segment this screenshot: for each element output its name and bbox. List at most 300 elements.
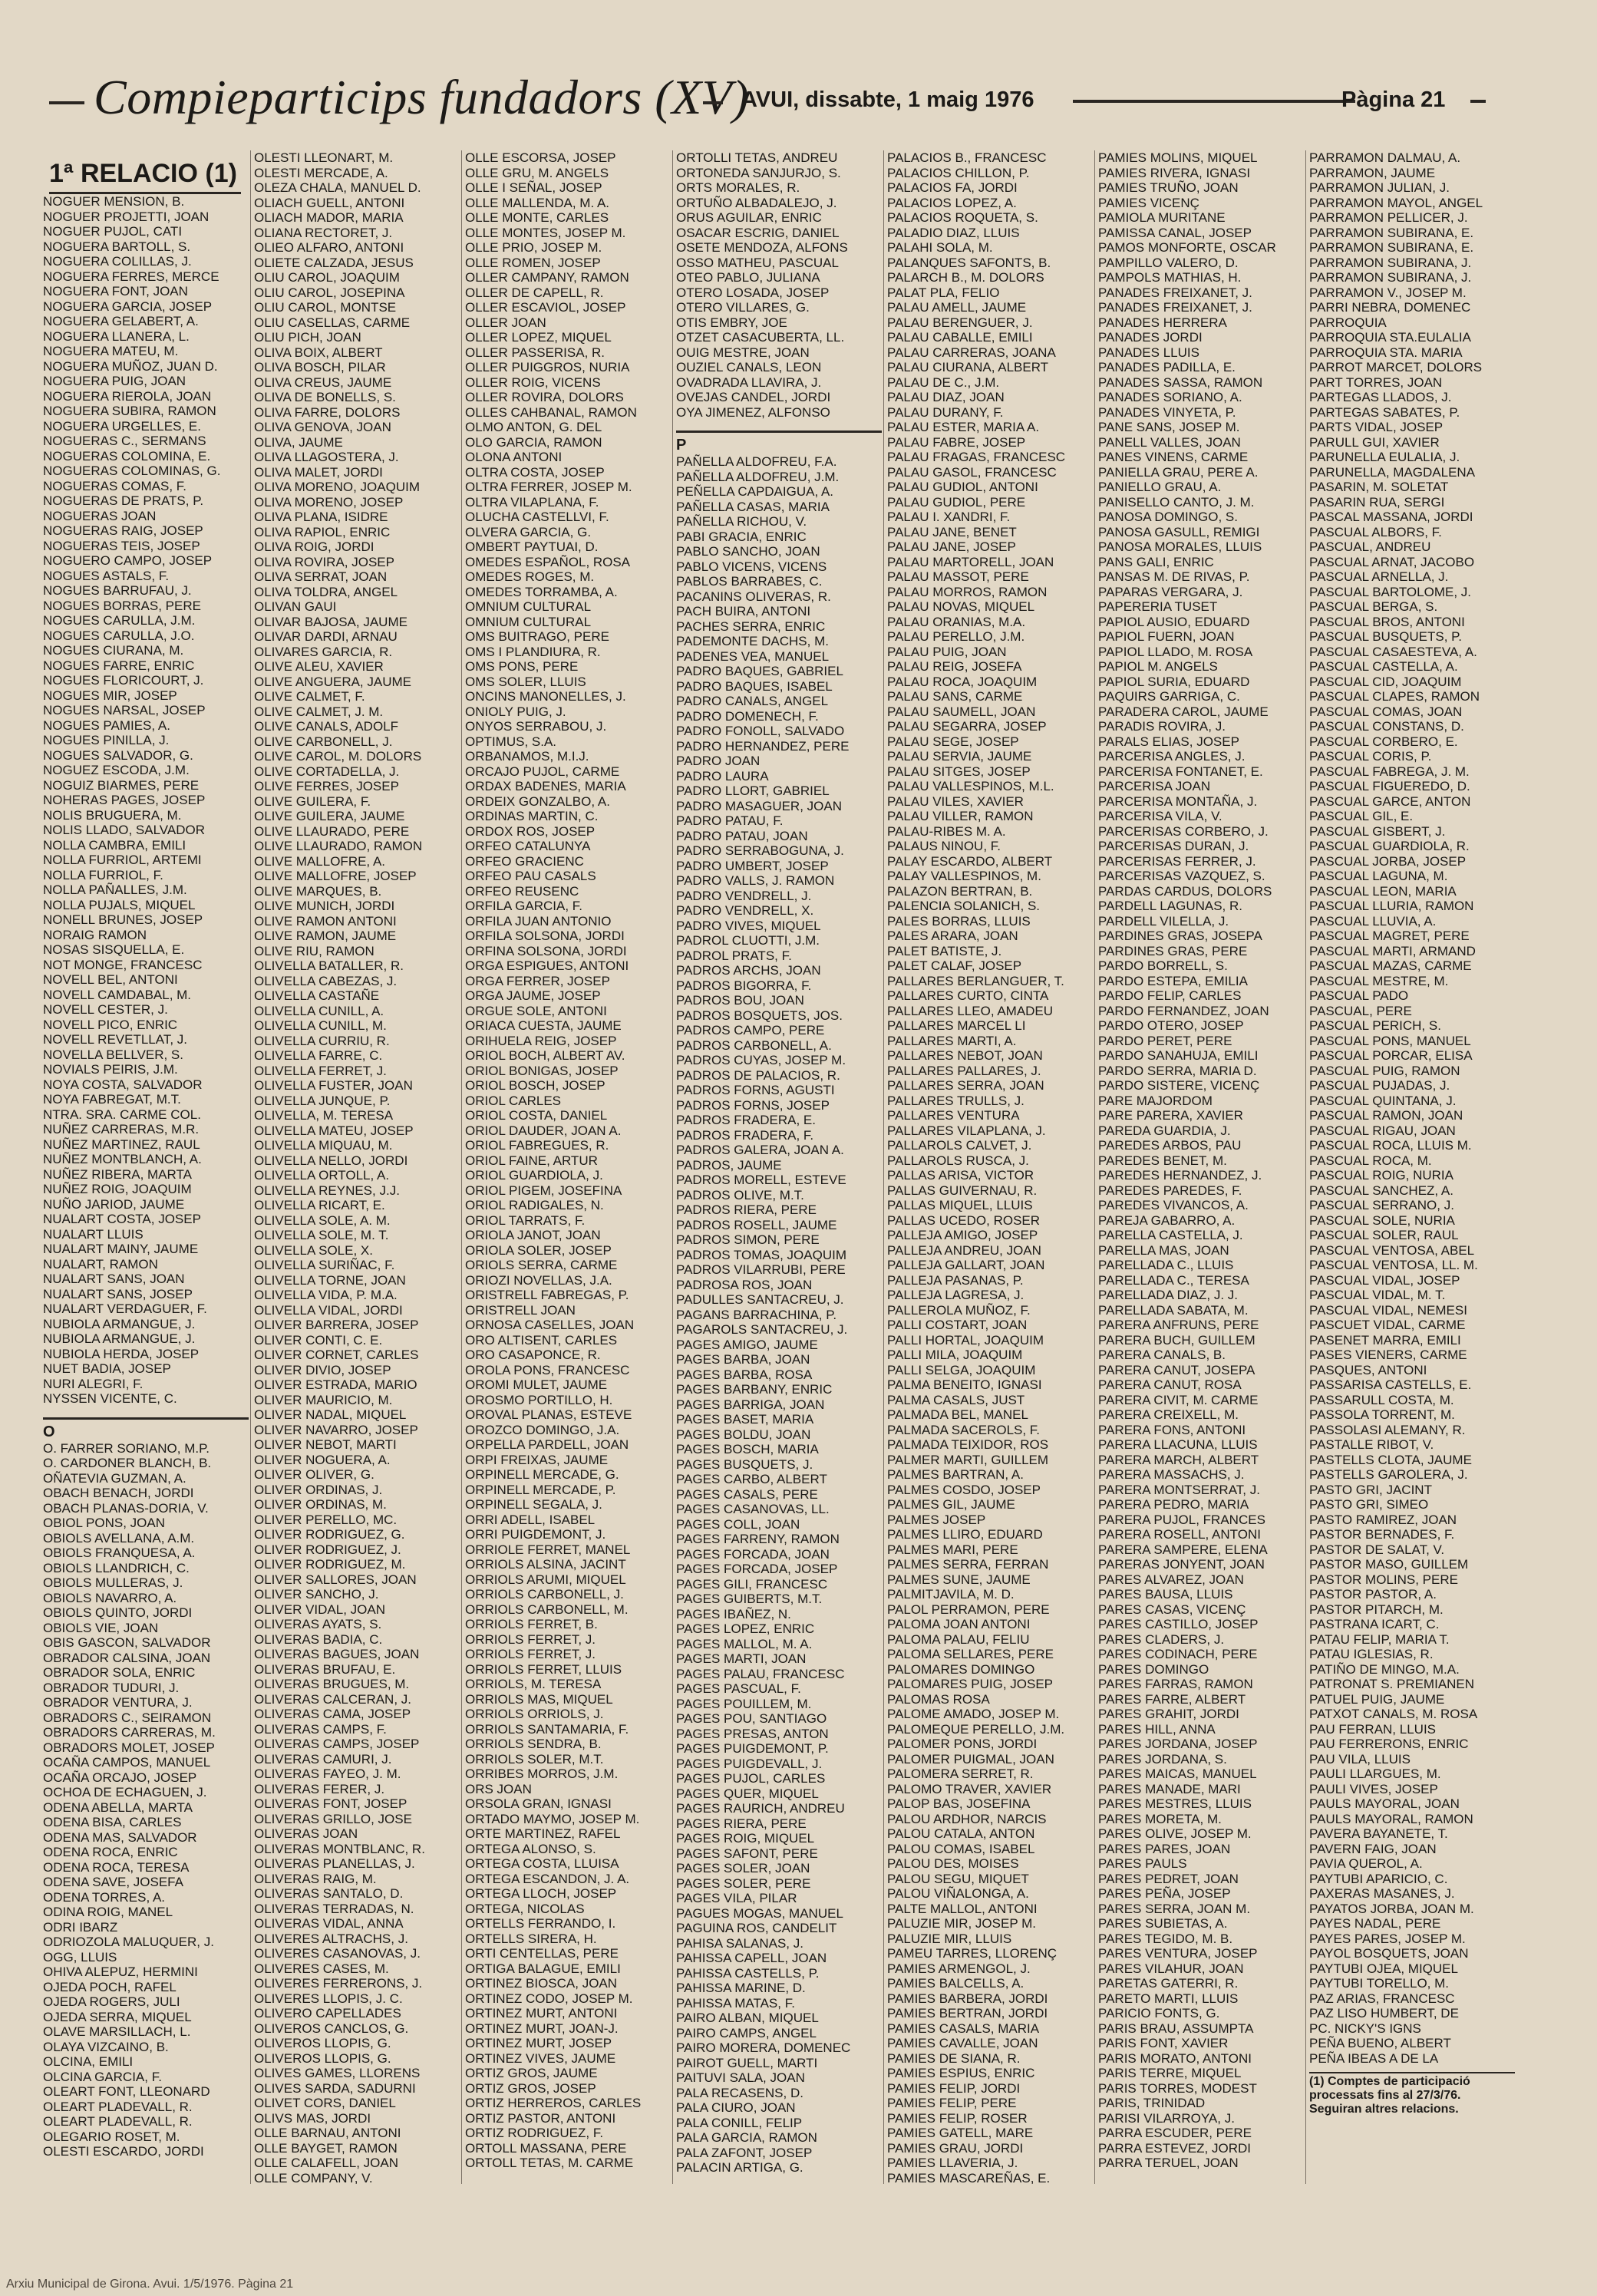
list-item: PALLARES MARCEL LI <box>887 1018 1026 1033</box>
list-item: NOGUES FARRE, ENRIC <box>43 658 195 673</box>
list-item: PASCUAL VENTOSA, ABEL <box>1309 1242 1475 1258</box>
list-item: ORRIOLS ARUMI, MIQUEL <box>465 1572 626 1587</box>
list-item: PALLAS GUIVERNAU, R. <box>887 1183 1038 1198</box>
list-item: PAMPILLO VALERO, D. <box>1098 255 1239 270</box>
list-item: PALAU SEGARRA, JOSEP <box>887 719 1047 734</box>
list-item: PAMIOLA MURITANE <box>1098 210 1226 225</box>
list-item: PALMES SUNE, JAUME <box>887 1572 1031 1587</box>
list-item: PADROS OLIVE, M.T. <box>676 1187 804 1202</box>
list-item: ORDAX BADENES, MARIA <box>465 779 626 793</box>
list-item: PASCUAL MARTI, ARMAND <box>1309 943 1476 958</box>
list-item: NOGUERA BARTOLL, S. <box>43 239 191 254</box>
list-item: OLIVERAS FERER, J. <box>254 1781 385 1796</box>
list-item: ODENA MAS, SALVADOR <box>43 1829 197 1845</box>
list-item: OROSMO PORTILLO, H. <box>465 1392 613 1407</box>
list-item: PALLARES PALLARES, J. <box>887 1063 1041 1078</box>
list-item: OLLER PUIGGROS, NURIA <box>465 360 630 374</box>
list-item: PARERA SAMPERE, ELENA <box>1098 1542 1268 1557</box>
list-item: PAHISSA MATAS, F. <box>676 1995 795 2011</box>
list-item: PAMIES DE SIANA, R. <box>887 2050 1021 2066</box>
list-item: OLIVE MALLOFRE, JOSEP <box>254 869 417 883</box>
list-item: OLIVERES ALTRACHS, J. <box>254 1931 408 1946</box>
list-item: OLIVERAS CAMA, JOSEP <box>254 1707 411 1721</box>
list-item: OLIVAR BAJOSA, JAUME <box>254 614 407 629</box>
list-item: PASCUAL CONSTANS, D. <box>1309 719 1464 734</box>
list-item: OLIVELLA CUNILL, A. <box>254 1003 384 1018</box>
list-item: PAULI VIVES, JOSEP <box>1309 1781 1438 1796</box>
list-item: PARRAMON V., JOSEP M. <box>1309 285 1467 300</box>
list-item: PASTELLS GAROLERA, J. <box>1309 1467 1468 1482</box>
list-item: PALLI HORTAL, JOAQUIM <box>887 1332 1044 1348</box>
list-item: PARRA ESTEVEZ, JORDI <box>1098 2140 1252 2156</box>
list-item: OROLA PONS, FRANCESC <box>465 1362 630 1377</box>
list-item: OMNIUM CULTURAL <box>465 599 592 614</box>
list-item: PASCUAL RIGAU, JOAN <box>1309 1123 1456 1138</box>
list-item: PAMIES GATELL, MARE <box>887 2126 1034 2140</box>
list-item: OLLE I SEÑAL, JOSEP <box>465 180 602 195</box>
list-item: PASTO RAMIREZ, JOAN <box>1309 1512 1457 1527</box>
list-item: OLIVER VIDAL, JOAN <box>254 1602 385 1617</box>
list-item: PAGES VILA, PILAR <box>676 1891 797 1905</box>
list-item: PAMIES CASALS, MARIA <box>887 2021 1040 2036</box>
list-item: PALOMO TRAVER, XAVIER <box>887 1781 1052 1796</box>
name-list-columns <box>43 150 1516 2184</box>
list-item: PASCUAL VIDAL, M. T. <box>1309 1288 1446 1302</box>
list-item: OLIVELLA VIDAL, JORDI <box>254 1302 403 1318</box>
list-item: OLIVE CARBONELL, J. <box>254 734 393 749</box>
list-item: ORDOX ROS, JOSEP <box>465 823 596 839</box>
list-item: ORRIOLS ORRIOLS, J. <box>465 1707 604 1721</box>
list-item: OLIVE CALMET, J. M. <box>254 704 384 719</box>
list-item: OLIVERAS VIDAL, ANNA <box>254 1916 404 1931</box>
list-item: NOGUES SALVADOR, G. <box>43 747 193 763</box>
list-item: PALMA BENEITO, IGNASI <box>887 1377 1042 1392</box>
list-item: OLIVE RAMON, JAUME <box>254 929 397 943</box>
list-item: PASCUAL, PERE <box>1309 1003 1412 1018</box>
list-item: OJEDA POCH, RAFEL <box>43 1979 177 1994</box>
list-item: ORIOL TARRATS, F. <box>465 1212 586 1228</box>
list-item: ORO ALTISENT, CARLES <box>465 1332 618 1348</box>
list-item: PASSARISA CASTELLS, E. <box>1309 1377 1472 1392</box>
list-item: PARES CASAS, VICENÇ <box>1098 1602 1246 1617</box>
list-item: PADRO LLORT, GABRIEL <box>676 783 830 798</box>
list-item: PADROSA ROS, JOAN <box>676 1277 813 1292</box>
list-item: ORGA ESPIGUES, ANTONI <box>465 958 629 973</box>
list-item: ORRIOLS FERRET, B. <box>465 1617 598 1631</box>
list-item: OBACH PLANAS-DORIA, V. <box>43 1500 209 1516</box>
column-divider <box>461 150 462 2184</box>
list-item: PARERA CANUT, JOSEPA <box>1098 1362 1255 1377</box>
list-item: PANADES HERRERA <box>1098 315 1227 330</box>
list-item: PALAU GASOL, FRANCESC <box>887 464 1057 480</box>
list-item: NOGUES BORRAS, PERE <box>43 598 201 613</box>
list-item: PAGES AMIGO, JAUME <box>676 1337 818 1352</box>
list-item: NOLLA CAMBRA, EMILI <box>43 837 186 853</box>
list-item: OLIVA BOIX, ALBERT <box>254 345 383 360</box>
list-item: ORISTRELL JOAN <box>465 1302 576 1318</box>
list-item: PAIRO ALBAN, MIQUEL <box>676 2011 819 2025</box>
list-item: PAGES IBAÑEZ, N. <box>676 1606 791 1621</box>
list-item: PAGES MARTI, JOAN <box>676 1651 807 1666</box>
list-item: PALA ZAFONT, JOSEP <box>676 2145 813 2160</box>
list-item: PALACIOS FA, JORDI <box>887 180 1018 195</box>
list-item: PASCUAL LEON, MARIA <box>1309 883 1457 899</box>
list-item: PALOMA PALAU, FELIU <box>887 1631 1030 1647</box>
list-item: ORRIOLS SOLER, M.T. <box>465 1751 604 1767</box>
list-item: PALMES BARTRAN, A. <box>887 1467 1024 1482</box>
list-item: PALAU I. XANDRI, F. <box>887 510 1011 524</box>
list-item: PASTO GRI, JACINT <box>1309 1482 1432 1497</box>
list-item: PALAU ESTER, MARIA A. <box>887 420 1040 434</box>
list-item: OBRADOR VENTURA, J. <box>43 1695 193 1710</box>
list-item: OLLER PASSERISA, R. <box>465 345 605 360</box>
list-item: PAGANS BARRACHINA, P. <box>676 1307 837 1322</box>
list-item: PADROS TOMAS, JOAQUIM <box>676 1247 846 1262</box>
list-item: PAMIES MOLINS, MIQUEL <box>1098 150 1258 165</box>
list-item: PARCERISAS CORBERO, J. <box>1098 823 1269 839</box>
list-item: PADROS CUYAS, JOSEP M. <box>676 1053 846 1067</box>
header-rule <box>1470 100 1486 103</box>
list-item: PALMES GIL, JAUME <box>887 1497 1015 1512</box>
list-item: PAIROT GUELL, MARTI <box>676 2055 818 2070</box>
name-column <box>1309 150 1515 2184</box>
list-item: NOGUIZ BIARMES, PERE <box>43 777 200 793</box>
column-divider <box>1094 150 1095 2184</box>
list-item: PARADIS ROVIRA, J. <box>1098 719 1226 734</box>
list-item: NOGUES FLORICOURT, J. <box>43 673 204 688</box>
list-item: ORGA JAUME, JOSEP <box>465 988 601 1003</box>
list-item: PALLAS UCEDO, ROSER <box>887 1212 1041 1228</box>
list-item: NOGUES PAMIES, A. <box>43 718 170 733</box>
list-item: PARTS VIDAL, JOSEP <box>1309 420 1444 434</box>
list-item: PAGES LOPEZ, ENRIC <box>676 1621 815 1636</box>
list-item: ORRIOLS MAS, MIQUEL <box>465 1691 613 1707</box>
list-item: PAMIES VICENÇ <box>1098 195 1199 210</box>
list-item: PALOME AMADO, JOSEP M. <box>887 1707 1060 1721</box>
list-item: ODENA TORRES, A. <box>43 1889 166 1905</box>
list-item: OLIVA GENOVA, JOAN <box>254 420 391 434</box>
list-item: NUÑEZ MONTBLANCH, A. <box>43 1152 202 1166</box>
list-item: NOLLA FURRIOL, ARTEMI <box>43 853 202 867</box>
list-item: PAÑELLA CASAS, MARIA <box>676 499 830 514</box>
list-item: ORTIZ GROS, JOSEP <box>465 2080 596 2096</box>
list-item: ORRIOLS, M. TERESA <box>465 1677 602 1691</box>
list-item: PACANINS OLIVERAS, R. <box>676 589 831 604</box>
page-title: Compieparticips fundadors (XV) <box>94 70 750 124</box>
list-item: PASCUAL SANCHEZ, A. <box>1309 1183 1453 1198</box>
list-item: PASCUAL VENTOSA, LL. M. <box>1309 1258 1478 1272</box>
list-item: OLIVER ESTRADA, MARIO <box>254 1377 417 1392</box>
list-item: ORTELLS SIRERA, H. <box>465 1931 597 1946</box>
list-item: PARES ALVAREZ, JOAN <box>1098 1572 1244 1587</box>
list-item: OLIVELLA SOLE, A. M. <box>254 1212 391 1228</box>
list-item: OLLE MALLENDA, M. A. <box>465 195 610 210</box>
list-item: OLIVER CONTI, C. E. <box>254 1332 383 1348</box>
list-item: PARCERISAS DURAN, J. <box>1098 839 1249 853</box>
list-item: ORTINEZ MURT, JOAN-J. <box>465 2021 619 2036</box>
list-item: PANES VINENS, CARME <box>1098 450 1249 464</box>
list-item: PAGES BARRIGA, JOAN <box>676 1397 825 1412</box>
list-item: PADRO PATAU, F. <box>676 813 784 828</box>
list-item: ORIACA CUESTA, JAUME <box>465 1018 622 1033</box>
list-item: PALAU SERVIA, JAUME <box>887 749 1032 764</box>
list-item: NOGUERAS COMAS, F. <box>43 478 187 493</box>
list-item: OHIVA ALEPUZ, HERMINI <box>43 1964 198 1979</box>
list-item: OCAÑA ORCAJO, JOSEP <box>43 1770 197 1785</box>
list-item: PAXERAS MASANES, J. <box>1309 1886 1455 1901</box>
list-item: OLIVELLA SOLE, M. T. <box>254 1228 389 1242</box>
list-item: NOVIALS PEIRIS, J.M. <box>43 1062 178 1077</box>
list-item: ORIOL FABREGUES, R. <box>465 1138 609 1153</box>
list-item: PAMIES ARMENGOL, J. <box>887 1961 1031 1976</box>
list-item: PASCUAL PUIG, RAMON <box>1309 1063 1460 1078</box>
list-item: PADRO VENDRELL, J. <box>676 888 812 903</box>
list-item: NUBIOLA ARMANGUE, J. <box>43 1331 196 1346</box>
list-item: ORTIZ GROS, JAUME <box>465 2066 598 2080</box>
list-item: PARES MORETA, M. <box>1098 1811 1222 1826</box>
list-item: PANS GALI, ENRIC <box>1098 554 1214 569</box>
list-item: PASCUAL GARCE, ANTON <box>1309 793 1471 809</box>
list-item: ORIOL FAINE, ARTUR <box>465 1153 598 1168</box>
list-item: PABI GRACIA, ENRIC <box>676 529 807 544</box>
list-item: ORFILA GARCIA, F. <box>465 899 583 913</box>
list-item: ORFEO CATALUNYA <box>465 839 591 853</box>
list-item: PASCUAL PERICH, S. <box>1309 1018 1441 1033</box>
list-item: OLIVER RODRIGUEZ, J. <box>254 1542 401 1557</box>
list-item: PALLI COSTART, JOAN <box>887 1318 1028 1332</box>
list-item: ORTEGA ALONSO, S. <box>465 1841 596 1856</box>
list-item: PASCUAL, ANDREU <box>1309 539 1431 554</box>
list-item: PALAY VALLESPINOS, M. <box>887 869 1041 883</box>
list-item: PAGES MALLOL, M. A. <box>676 1636 813 1651</box>
list-item: PARCERISAS FERRER, J. <box>1098 853 1256 869</box>
list-item: OLIVERAS BADIA, C. <box>254 1631 383 1647</box>
list-item: OMS BUITRAGO, PERE <box>465 629 609 644</box>
list-item: PARERA FONS, ANTONI <box>1098 1422 1246 1437</box>
list-item: PARIS TORRES, MODEST <box>1098 2080 1257 2096</box>
list-item: PASARIN RUA, SERGI <box>1309 494 1445 510</box>
list-item: ODENA ROCA, TERESA <box>43 1859 190 1875</box>
list-item: NOGUERA MATEU, M. <box>43 344 179 358</box>
list-item: ORIOL COSTA, DANIEL <box>465 1108 608 1123</box>
list-item: OLLES CAHBANAL, RAMON <box>465 404 637 420</box>
list-item: PALLARES TRULLS, J. <box>887 1093 1025 1108</box>
list-item: ORIOLA JANOT, JOAN <box>465 1228 601 1242</box>
list-item: NOVELLA BELLVER, S. <box>43 1047 183 1062</box>
list-item: PARRAMON, JAUME <box>1309 165 1436 180</box>
list-item: PALMITJAVILA, M. D. <box>887 1587 1015 1602</box>
list-item: PARERA CANALS, B. <box>1098 1348 1226 1362</box>
list-item: OLIVELLA NELLO, JORDI <box>254 1153 408 1168</box>
list-item: OLIVA PLANA, ISIDRE <box>254 510 388 524</box>
list-item: PAGES RIERA, PERE <box>676 1816 807 1831</box>
list-item: PARERA BUCH, GUILLEM <box>1098 1332 1255 1348</box>
list-item: PARERAS JONYENT, JOAN <box>1098 1557 1265 1572</box>
list-item: PAGES PRESAS, ANTON <box>676 1726 829 1741</box>
list-item: PARDO OTERO, JOSEP <box>1098 1018 1244 1033</box>
list-item: PAYES PARES, JOSEP M. <box>1309 1931 1466 1946</box>
list-item: PADROL PRATS, F. <box>676 948 792 963</box>
list-item: OLIVEROS CANCLOS, G. <box>254 2021 409 2036</box>
list-item: PANELL VALLES, JOAN <box>1098 434 1241 450</box>
list-item: PALAU GUDIOL, ANTONI <box>887 480 1038 494</box>
list-item: OLLE GRU, M. ANGELS <box>465 165 609 180</box>
list-item: OLIVER ORDINAS, J. <box>254 1482 383 1497</box>
list-item: PARELLA MAS, JOAN <box>1098 1242 1229 1258</box>
list-item: OBIOLS AVELLANA, A.M. <box>43 1530 195 1546</box>
list-item: PALAU DIAZ, JOAN <box>887 390 1005 404</box>
list-item: OLIVERAS BAGUES, JOAN <box>254 1647 420 1661</box>
list-item: PAREDES ARBOS, PAU <box>1098 1138 1242 1153</box>
list-item: PARULL GUI, XAVIER <box>1309 434 1440 450</box>
list-item: NOGUERA RIEROLA, JOAN <box>43 388 212 404</box>
list-item: PALMADA BEL, MANEL <box>887 1407 1028 1422</box>
list-item: PARE PARERA, XAVIER <box>1098 1108 1243 1123</box>
list-item: OLIVER RODRIGUEZ, G. <box>254 1527 405 1542</box>
list-item: OLIVA BOSCH, PILAR <box>254 360 386 374</box>
list-item: PAPERERIA TUSET <box>1098 599 1218 614</box>
list-item: PADULLES SANTACREU, J. <box>676 1292 844 1307</box>
list-item: OVADRADA LLAVIRA, J. <box>676 374 822 390</box>
list-item: NUALART LLUIS <box>43 1226 144 1242</box>
list-item: PALOMAS ROSA <box>887 1691 990 1707</box>
list-item: NOGUERA FERRES, MERCE <box>43 269 219 284</box>
list-item: PC. NICKY'S IGNS <box>1309 2021 1421 2036</box>
list-item: ORRIOLS CARBONELL, M. <box>465 1602 629 1617</box>
list-item: OLLE ESCORSA, JOSEP <box>465 150 616 165</box>
list-item: NOYA COSTA, SALVADOR <box>43 1077 203 1092</box>
list-item: PAGES SOLER, PERE <box>676 1875 811 1891</box>
list-item: PASCUAL MAZAS, CARME <box>1309 958 1472 973</box>
list-item: PASTRANA ICART, C. <box>1309 1617 1440 1631</box>
list-item: NOGUER PROJETTI, JOAN <box>43 209 210 224</box>
list-item: OLIVELLA RICART, E. <box>254 1198 385 1212</box>
list-item: PALLARES NEBOT, JOAN <box>887 1048 1043 1063</box>
list-item: OLCINA, EMILI <box>43 2054 134 2069</box>
list-item: PAPARAS VERGARA, J. <box>1098 584 1243 599</box>
list-item: OLIVA SERRAT, JOAN <box>254 569 388 584</box>
list-item: PARADERA CAROL, JAUME <box>1098 704 1269 719</box>
list-item: PADRO FONOLL, SALVADO <box>676 724 845 738</box>
list-item: PARES CASTILLO, JOSEP <box>1098 1617 1259 1631</box>
list-item: PALOU CATALA, ANTON <box>887 1826 1035 1841</box>
list-item: NOVELL PICO, ENRIC <box>43 1017 178 1032</box>
list-heading: 1ª RELACIO (1) <box>49 157 241 194</box>
list-item: PASCUAL GISBERT, J. <box>1309 823 1446 839</box>
list-item: OLLER JOAN <box>465 315 546 330</box>
list-item: PACH BUIRA, ANTONI <box>676 604 811 619</box>
list-item: PASCUAL GUARDIOLA, R. <box>1309 839 1470 853</box>
list-item: PARERA MONTSERRAT, J. <box>1098 1482 1260 1497</box>
list-item: PAGES PUIGDEVALL, J. <box>676 1756 823 1771</box>
list-item: OLIVE ALEU, XAVIER <box>254 659 384 674</box>
list-item: PARES MANADE, MARI <box>1098 1781 1241 1796</box>
list-item: PARROQUIA STA.EULALIA <box>1309 330 1471 345</box>
column-divider <box>672 150 673 2184</box>
list-item: OLIVA LLAGOSTERA, J. <box>254 450 399 464</box>
list-item: O. FARRER SORIANO, M.P. <box>43 1440 210 1456</box>
list-item: PAGES BASET, MARIA <box>676 1412 814 1427</box>
list-item: OLLE COMPANY, V. <box>254 2170 373 2184</box>
list-item: PADRO UMBERT, JOSEP <box>676 858 829 873</box>
list-item: ORBANAMOS, M.I.J. <box>465 749 589 764</box>
list-item: NYSSEN VICENTE, C. <box>43 1391 177 1406</box>
list-item: NOSAS SISQUELLA, E. <box>43 942 185 957</box>
list-item: PASCUAL CID, JOAQUIM <box>1309 674 1462 689</box>
name-column <box>254 150 460 2184</box>
list-item: PARETAS GATERRI, R. <box>1098 1976 1239 1991</box>
list-item: PARRA TERUEL, JOAN <box>1098 2156 1239 2170</box>
list-item: PAÑELLA RICHOU, V. <box>676 514 807 529</box>
list-item: NOLLA FURRIOL, F. <box>43 867 163 882</box>
list-item: ORRIOLS CARBONELL, J. <box>465 1587 624 1602</box>
list-item: PALAU GUDIOL, PERE <box>887 494 1026 510</box>
list-item: PALAU MARTORELL, JOAN <box>887 554 1054 569</box>
list-item: PALUZIE MIR, JOSEP M. <box>887 1916 1036 1931</box>
list-item: OLLE MONTES, JOSEP M. <box>465 225 626 240</box>
list-item: PALLEROLA MUÑOZ, F. <box>887 1302 1031 1318</box>
list-item: PALAU MASSOT, PERE <box>887 569 1029 584</box>
list-item: NOGUES BARRUFAU, J. <box>43 583 192 598</box>
list-item: PASARIN, M. SOLETAT <box>1309 480 1449 494</box>
list-item: PAYTUBI APARICIO, C. <box>1309 1871 1448 1886</box>
list-item: NUALART, RAMON <box>43 1256 158 1272</box>
list-item: PABLO SANCHO, JOAN <box>676 544 820 559</box>
list-item: NOGUES MIR, JOSEP <box>43 688 177 703</box>
list-item: PAYTUBI TORELLO, M. <box>1309 1976 1450 1991</box>
list-item: OTERO VILLARES, G. <box>676 300 810 315</box>
list-item: OLIVERAS JOAN <box>254 1826 358 1841</box>
list-item: PASCUAL ARNELLA, J. <box>1309 569 1449 584</box>
list-item: NOVELL BEL, ANTONI <box>43 972 178 987</box>
list-item: ORRIOLS FERRET, J. <box>465 1647 596 1661</box>
list-item: PALOMARES PUIG, JOSEP <box>887 1677 1054 1691</box>
header-rule <box>703 101 723 104</box>
list-item: PADROS ARCHS, JOAN <box>676 963 821 978</box>
list-item: OLIVA FARRE, DOLORS <box>254 404 401 420</box>
list-item: OLLE CALAFELL, JOAN <box>254 2156 399 2170</box>
list-item: OLMO ANTON, G. DEL <box>465 420 602 434</box>
list-item: ORPI FREIXAS, JAUME <box>465 1452 609 1467</box>
list-item: PAPIOL LLADO, M. ROSA <box>1098 644 1253 659</box>
list-item: PAGES FORCADA, JOAN <box>676 1546 830 1562</box>
list-item: NUÑEZ RIBERA, MARTA <box>43 1166 192 1182</box>
column-divider <box>1305 150 1306 2184</box>
list-item: OLIVELLA CURRIU, R. <box>254 1033 390 1048</box>
list-item: OLAVE MARSILLACH, L. <box>43 2024 191 2039</box>
list-item: PANADES VINYETA, P. <box>1098 404 1236 420</box>
list-item: ODENA ABELLA, MARTA <box>43 1800 193 1815</box>
list-item: PASTELLS CLOTA, JAUME <box>1309 1452 1472 1467</box>
list-item: OTERO LOSADA, JOSEP <box>676 285 830 300</box>
list-item: NONELL BRUNES, JOSEP <box>43 912 203 927</box>
list-item: PANIELLO GRAU, A. <box>1098 480 1222 494</box>
list-item: PAZ LISO HUMBERT, DE <box>1309 2006 1459 2021</box>
list-item: PALACIOS B., FRANCESC <box>887 150 1047 165</box>
list-item: OLIVERES CASANOVAS, J. <box>254 1946 421 1961</box>
list-item: ORUS AGUILAR, ENRIC <box>676 210 822 225</box>
list-item: NOGUERO CAMPO, JOSEP <box>43 553 213 568</box>
list-item: PALLEJA LAGRESA, J. <box>887 1288 1025 1302</box>
list-item: NOLLA PAÑALLES, J.M. <box>43 882 187 897</box>
list-item: OLUCHA CASTELLVI, F. <box>465 510 609 524</box>
list-item: PARTEGAS SABATES, P. <box>1309 404 1460 420</box>
list-item: ORNOSA CASELLES, JOAN <box>465 1318 635 1332</box>
list-item: PASCUAL CASTELLA, A. <box>1309 659 1458 674</box>
list-item: OTZET CASACUBERTA, LL. <box>676 330 845 345</box>
list-item: PALLEJA AMIGO, JOSEP <box>887 1228 1038 1242</box>
list-item: PATXOT CANALS, M. ROSA <box>1309 1707 1478 1721</box>
